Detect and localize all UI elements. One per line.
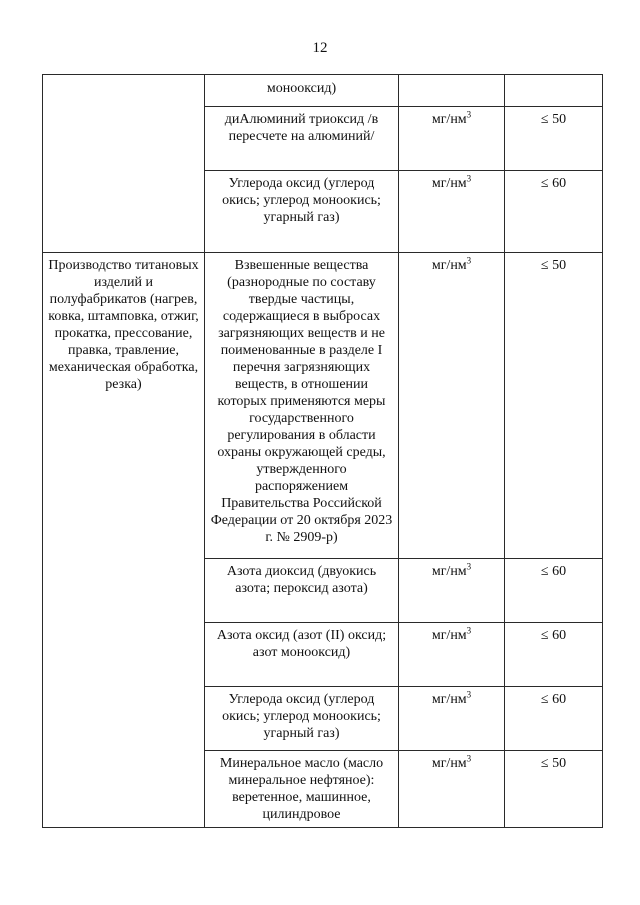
unit-cell: $мг/нм^3$	[399, 751, 505, 828]
unit-cell: $мг/нм^3$	[399, 687, 505, 751]
substance-cell: Углерода оксид (углерод окись; углерод моноокись; угарный газ)	[205, 687, 399, 751]
substance-cell: Азота оксид (азот (II) оксид; азот монооксид)	[205, 623, 399, 687]
substance-cell: Углерода оксид (углерод окись; углерод моноокись; угарный газ)	[205, 171, 399, 253]
substance-cell: диАлюминий триоксид /в пересчете на алюминий/	[205, 107, 399, 171]
unit-cell: $мг/нм^3$	[399, 559, 505, 623]
limit-cell: ≤ 60	[505, 687, 603, 751]
table-row	[43, 253, 603, 559]
production-cell-empty	[43, 75, 205, 253]
limit-cell: ≤ 50	[505, 751, 603, 828]
emission-limits-table	[42, 74, 603, 828]
table-row	[43, 75, 603, 107]
unit-cell: $мг/нм^3$	[399, 107, 505, 171]
unit-cell: $мг/нм^3$	[399, 253, 505, 559]
production-type-cell: Производство титановых изделий и полуфабрикатов (нагрев, ковка, штамповка, отжиг, прокатка, прессование, правка, травление, механическая обработка, резка)	[43, 253, 205, 828]
limit-cell: ≤ 60	[505, 623, 603, 687]
limit-cell	[505, 75, 603, 107]
limit-cell: ≤ 60	[505, 559, 603, 623]
substance-cell: Взвешенные вещества (разнородные по составу твердые частицы, содержащиеся в выбросах загрязняющих веществ и не поименованные в разделе I перечня загрязняющих веществ, в отношении которых применяются меры государственного регулирования в области охраны окружающей среды, утвержденного распоряжением Правительства Российской Федерации от 20 октября 2023 г. № 2909-р)	[205, 253, 399, 559]
unit-cell: $мг/нм^3$	[399, 171, 505, 253]
limit-cell: ≤ 50	[505, 253, 603, 559]
limit-cell: ≤ 60	[505, 171, 603, 253]
substance-cell: Азота диоксид (двуокись азота; пероксид азота)	[205, 559, 399, 623]
page-number: 12	[312, 40, 328, 56]
limit-cell: ≤ 50	[505, 107, 603, 171]
unit-cell: $мг/нм^3$	[399, 623, 505, 687]
substance-cell: Минеральное масло (масло минеральное нефтяное): веретенное, машинное, цилиндровое	[205, 751, 399, 828]
unit-cell	[399, 75, 505, 107]
substance-cell: монооксид)	[205, 75, 399, 107]
